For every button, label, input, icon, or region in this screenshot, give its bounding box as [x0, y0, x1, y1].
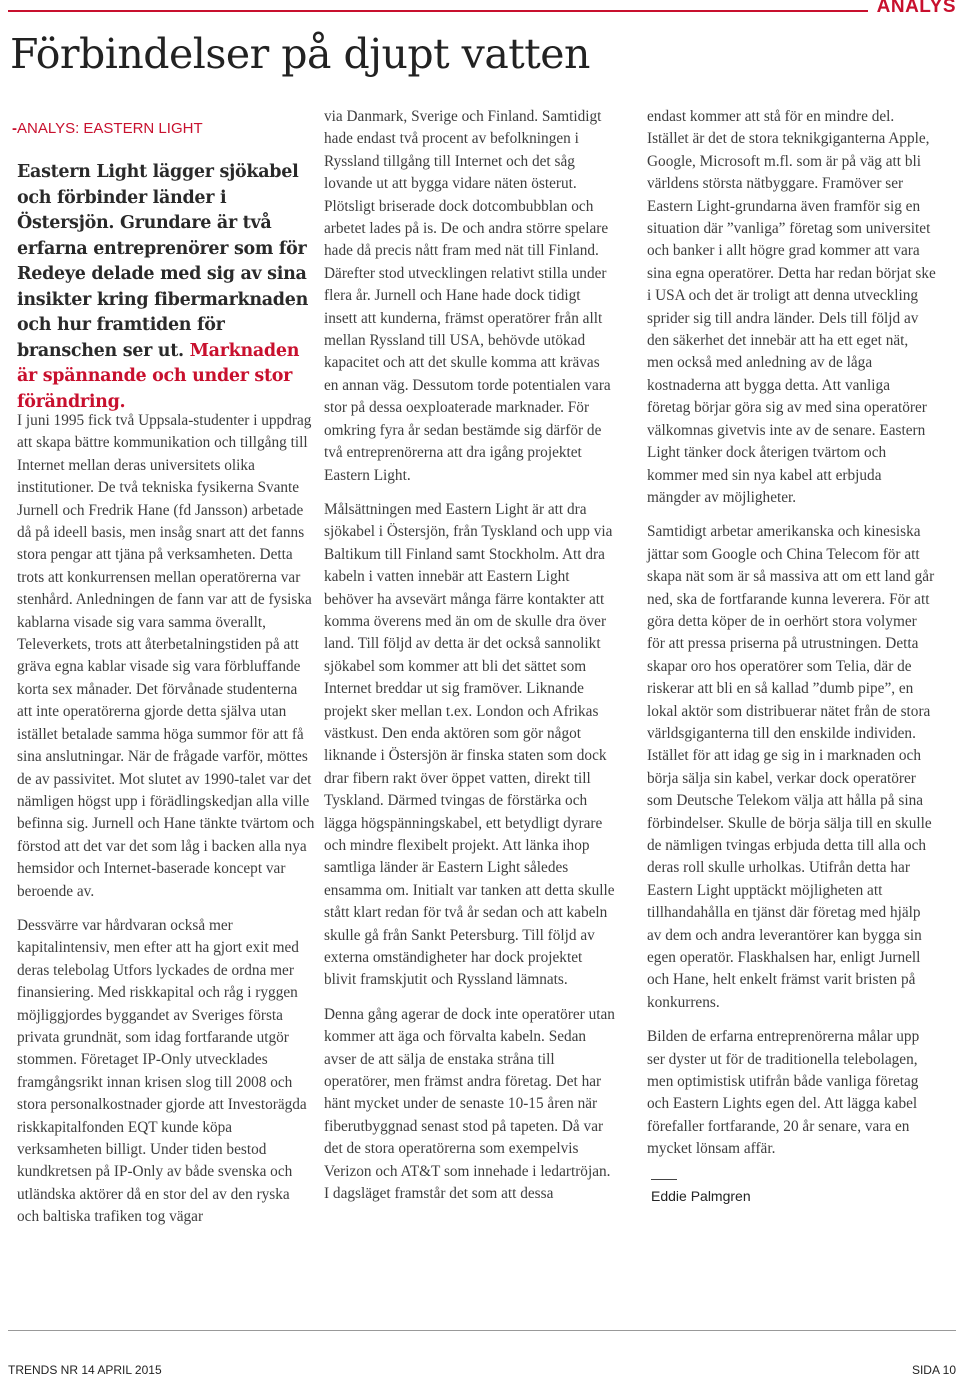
col2-paragraph-1: via Danmark, Sverige och Finland. Samtidigt hade endast två procent av befolkningen i Ryssland tillgång till Internet och det såg lovande ut att bygga vidare näten österut. Plötsligt briserade dock dotcombubblan och arbetet lades på is. De och andra större spelare hade då precis nått fram med nät till Finland. Därefter stod utvecklingen relativt stilla under flera år. Jurnell och Hane hade dock tidigt insett att kunderna, främst operatörer från allt mellan Ryssland till USA, behövde utökad kapacitet och att det skulle komma att krävas en annan väg. Dessutom torde potentialen vara stor på dessa oexploaterade marknader. För omkring fyra år sedan bestämde sig därför de två entreprenörerna att dra igång projektet Eastern Light. [324, 108, 611, 484]
column-2 [324, 106, 616, 1218]
footer-rule [8, 1330, 956, 1331]
footer-page-number: SIDA 10 [911, 1363, 956, 1377]
headline: Förbindelser på djupt vatten [10, 30, 590, 78]
col1-paragraph-2: Dessvärre var hårdvaran också mer kapitalintensiv, men efter att ha gjort exit med deras telebolag Utfors lyckades de ordna mer finansiering. Med riskkapital och råg i ryggen möjliggjordes byggandet av Sveriges första privata grundnät, som idag fortfarande utgör stommen. Företaget IP-Only utvecklades framgångsrikt innan krisen slog till 2008 och stora personalkostnader gjorde att Investorägda riskkapitalfonden EQT kunde köpa verksamheten billigt. Under tiden bestod kundkretsen på IP-Only av både svenska och utländska aktörer då en stor del av den ryska och baltiska trafiken tog vägar [17, 916, 307, 1226]
col1-paragraph-1: I juni 1995 fick två Uppsala-studenter i uppdrag att skapa bättre kommunikation och tillgång till Internet mellan deras universitets olika institutioner. De två tekniska fysikerna Svante Jurnell och Fredrik Hane (fd Jansson) arbetade då på ideell basis, men insåg snart att det fanns stora pengar att tjäna på verksamheten. Detta trots att konkurrensen mellan operatörerna var stenhård. Anledningen de fann var att de fysiska kablarna visade sig vara samma överallt, Televerkets, trots att återbetalningstiden på att gräva egna kablar visade sig vara förbluffande korta sex månader. Det förvånade studenterna att inte operatörerna gjorde detta själva utan istället betalade samma höga summor för att få sina anslutningar. När de frågade varför, möttes de av passivitet. Mot slutet av 1990-talet var det nämligen högst upp i förädlingskedjan alla ville befinna sig. Jurnell och Hane tänkte tvärtom och förstod att det var det som låg i backen alla nya hemsidor och Internet-baserade koncept var beroende av. [17, 412, 315, 900]
col3-paragraph-1: endast kommer att stå för en mindre del. Istället är det de stora teknikgiganterna Apple, Google, Microsoft m.fl. som är på väg att bli världens största nätbyggare. Framöver ser Eastern Light-grundarna även framför sig en situation där ”vanliga” företag som universitet och banker i allt högre grad kommer att vara sina egna operatörer. Detta har redan börjat ske i USA och det är troligt att denna utveckling sprider sig till andra länder. Dels till följd av den säkerhet det innebär att ha ett eget nät, men också med anledning av de låga kostnaderna att bygga detta. Att vanliga företag börjar göra sig av med sina operatörer välkomnas givetvis inte av de senare. Eastern Light tänker dock återigen tvärtom och kommer med sin nya kabel att erbjuda mängder av möjligheter. [647, 108, 936, 506]
top-rule [8, 10, 868, 12]
kicker-dash: - [12, 120, 17, 137]
column-1 [17, 410, 315, 1241]
lead-paragraph [17, 160, 315, 415]
col2-paragraph-3: Denna gång agerar de dock inte operatörer utan kommer att äga och förvalta kabeln. Sedan avser de att sälja de enstaka stråna till operatörer, men främst andra företag. Det har hänt mycket under de senaste 10-15 åren när fiberutbyggnad senast stod på tapeten. Då var det de stora operatörerna som exempelvis Verizon och AT&T som innehade i ledartröjan. I dagsläget framstår det som att dessa [324, 1005, 615, 1203]
kicker [12, 120, 203, 137]
byline-rule [651, 1179, 677, 1180]
lead-highlight: Marknaden är spännande och under stor förändring. [17, 340, 300, 412]
byline: Eddie Palmgren [651, 1187, 751, 1204]
lead-text: Eastern Light lägger sjökabel och förbinder länder i Östersjön. Grundare är två erfarna entreprenörer som för Redeye delade med sig av sina insikter kring fibermarknaden och hur framtiden för branschen ser ut. [17, 162, 308, 361]
col3-paragraph-3: Bilden de erfarna entreprenörerna målar upp ser dyster ut för de traditionella telebolagen, men optimistisk utifrån både vanliga företag och Eastern Lights egen del. Att lägga kabel förefaller fortfarande, 20 år senare, vara en mycket lönsam affär. [647, 1028, 920, 1158]
footer-issue: TRENDS NR 14 APRIL 2015 [8, 1363, 162, 1377]
col2-paragraph-2: Målsättningen med Eastern Light är att dra sjökabel i Östersjön, från Tyskland och upp via Baltikum till Finland samt Stockholm. Att dra kabeln i vatten innebär att Eastern Light behöver ha avsevärt många färre kontakter att komma överens med än om de skulle dra över land. Till följd av detta är det också sannolikt sjökabel som kommer att bli det sättet som Internet breddar ut sig framöver. Liknande projekt sker mellan t.ex. London och Afrikas västkust. Den enda aktören som gör något liknande i Östersjön är finska staten som dock drar fibern rakt över öppet vatten, direkt till Tyskland. Därmed tvingas de förstärka och lägga högspänningskabel, ett betydligt dyrare och mindre flexibelt projekt. Att länka ihop samtliga länder är Eastern Light således ensamma om. Initialt var tanken att detta skulle stått klart redan för två år sedan och att kabeln skulle gå från Sankt Petersburg. Till följd av externa omständigheter har dock projektet blivit framskjutit och Ryssland lämnats. [324, 500, 615, 989]
col3-paragraph-2: Samtidigt arbetar amerikanska och kinesiska jättar som Google och China Telecom för att skapa nät som är så massiva att om ett land går ned, ska de fortfarande kunna leverera. För att göra detta köper de in oerhört stora volymer för att pressa priserna på utrustningen. Detta skapar oro hos operatörer som Telia, där de riskerar att bli en så kallad ”dumb pipe”, en lokal aktör som distribuerar nätet från de stora världsgiganterna till den enskilde individen. Istället för att idag ge sig in i marknaden och börja sälja sin kabel, verkar dock operatörer som Deutsche Telekom välja att hålla på sina förbindelser. Skulle de börja sälja till en skulle de nämligen tvingas erbjuda detta till alla och deras roll skulle urholkas. Utifrån detta har Eastern Light upptäckt möjligheten att tillhandahålla en tjänst där företag med hjälp av dem och andra leverantörer kan bygga sin egen operatör. Flaskhalsen har, enligt Jurnell och Hane, helt enkelt främst varit bristen på konkurrens. [647, 523, 935, 1011]
kicker-text: ANALYS: EASTERN LIGHT [17, 120, 203, 137]
column-3 [647, 106, 937, 1204]
section-label: ANALYS [876, 0, 956, 17]
top-bar [8, 0, 960, 20]
